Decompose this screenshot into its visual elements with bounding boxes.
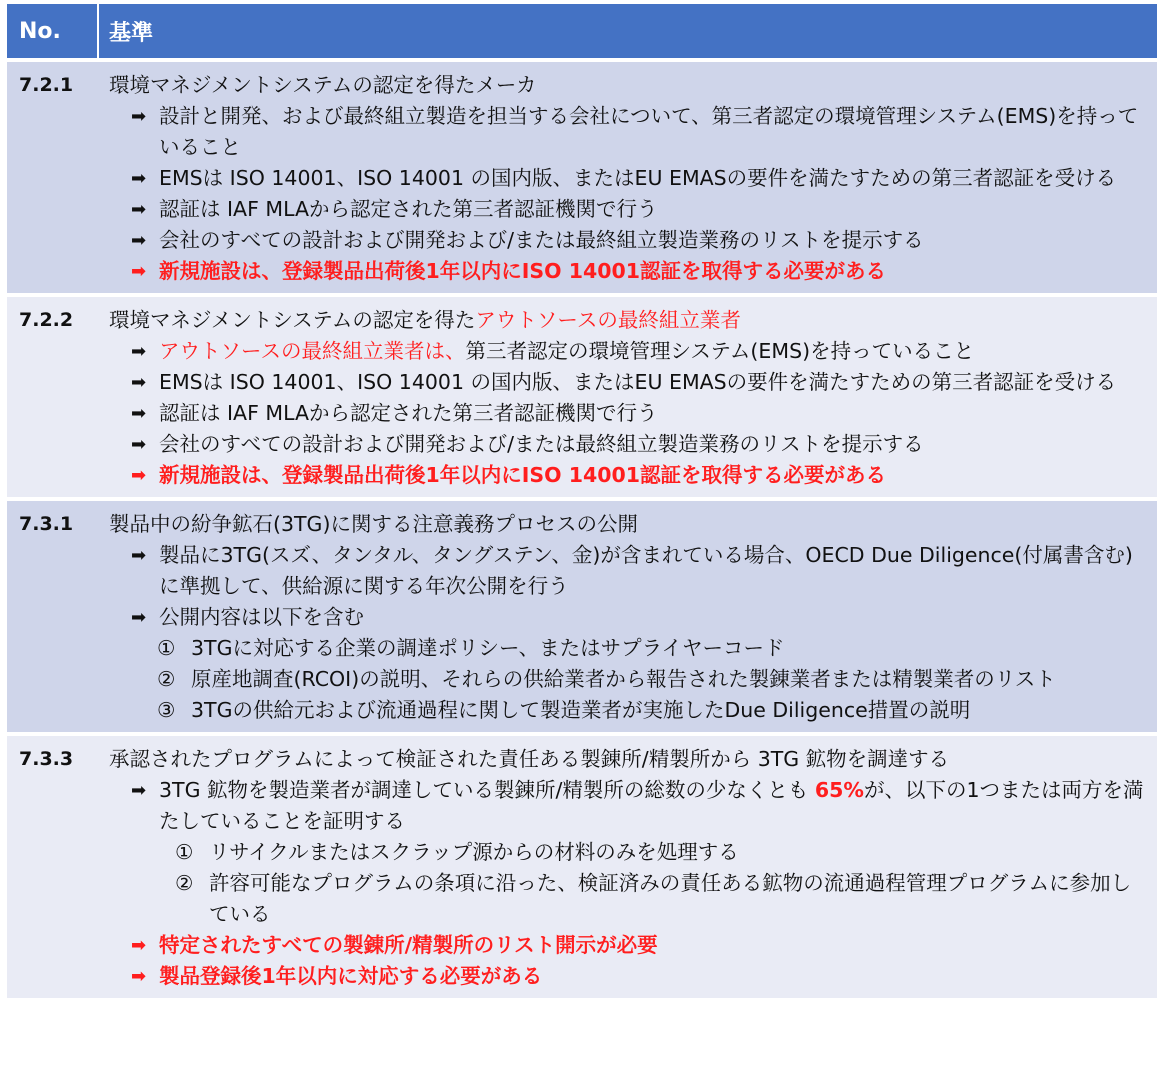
table-row [7, 501, 1157, 736]
criterion-title: 環境マネジメントシステムの認定を得たメーカ [109, 73, 537, 97]
list-item [109, 429, 1149, 460]
circled-number: ① [175, 840, 194, 864]
list-item [109, 163, 1149, 194]
list-item [109, 775, 1149, 837]
arrow-right-icon: ➡ [131, 372, 147, 393]
list-item [109, 194, 1149, 225]
list-item-text: EMSは ISO 14001、ISO 14001 の国内版、またはEU EMASの要件を満たすための第三者認証を受ける [159, 166, 1117, 190]
criterion-number: 7.2.2 [19, 309, 74, 331]
sub-item [109, 664, 1149, 695]
arrow-right-icon: ➡ [131, 230, 147, 251]
list-item-emphasis [109, 961, 1149, 992]
arrow-right-icon: ➡ [131, 465, 147, 486]
arrow-right-icon: ➡ [131, 199, 147, 220]
table-row [7, 736, 1157, 1002]
sub-item [109, 633, 1149, 664]
list-item-text: 製品登録後1年以内に対応する必要がある [159, 964, 543, 988]
percentage-highlight: 65% [814, 778, 864, 802]
list-item-text: 新規施設は、登録製品出荷後1年以内にISO 14001認証を取得する必要がある [159, 259, 887, 283]
criterion-title: 製品中の紛争鉱石(3TG)に関する注意義務プロセスの公開 [109, 512, 638, 536]
list-item-rest-text: 第三者認定の環境管理システム(EMS)を持っていること [465, 339, 975, 363]
table-header [7, 4, 1157, 58]
list-item-emphasis [109, 460, 1149, 491]
sub-item-text: 3TGに対応する企業の調達ポリシー、またはサプライヤーコード [191, 636, 785, 660]
list-item [109, 336, 1149, 367]
criterion-title [109, 305, 1149, 336]
criterion-content [99, 744, 1157, 992]
list-item-text: 新規施設は、登録製品出荷後1年以内にISO 14001認証を取得する必要がある [159, 463, 887, 487]
arrow-right-icon: ➡ [131, 168, 147, 189]
arrow-right-icon: ➡ [131, 341, 147, 362]
table-row [7, 62, 1157, 297]
arrow-right-icon: ➡ [131, 434, 147, 455]
circled-number: ③ [157, 698, 176, 722]
list-item-text: 公開内容は以下を含む [159, 605, 364, 629]
list-item-text: 認証は IAF MLAから認定された第三者認証機関で行う [159, 401, 658, 425]
arrow-right-icon: ➡ [131, 966, 147, 987]
arrow-right-icon: ➡ [131, 935, 147, 956]
sub-item-text: 許容可能なプログラムの条項に沿った、検証済みの責任ある鉱物の流通過程管理プログラムに参加している [209, 871, 1132, 926]
criterion-number: 7.3.3 [19, 748, 74, 770]
list-item-emphasis [109, 930, 1149, 961]
criterion-title-emphasis: アウトソースの最終組立業者 [475, 308, 741, 332]
list-item-text: 認証は IAF MLAから認定された第三者認証機関で行う [159, 197, 658, 221]
sub-item-text: 原産地調査(RCOI)の説明、それらの供給業者から報告された製錬業者または精製業者のリスト [191, 667, 1056, 691]
list-item [109, 225, 1149, 256]
header-no: No. [7, 4, 99, 58]
arrow-right-icon: ➡ [131, 545, 147, 566]
sub-item-text: リサイクルまたはスクラップ源からの材料のみを処理する [209, 840, 739, 864]
list-item-text-b: が、以下の1つまたは両方を満たしていることを証明する [159, 778, 1144, 833]
list-item-text: 会社のすべての設計および開発および/または最終組立製造業務のリストを提示する [159, 228, 924, 252]
criteria-table [7, 4, 1157, 1002]
criterion-title: 承認されたプログラムによって検証された責任ある製錬所/精製所から 3TG 鉱物を調達する [109, 747, 950, 771]
criterion-number: 7.3.1 [19, 513, 74, 535]
sub-item [109, 837, 1149, 868]
criterion-content [99, 305, 1157, 491]
list-item-text: 製品に3TG(スズ、タンタル、タングステン、金)が含まれている場合、OECD Due Diligence(付属書含む)に準拠して、供給源に関する年次公開を行う [159, 543, 1133, 598]
arrow-right-icon: ➡ [131, 403, 147, 424]
list-item [109, 398, 1149, 429]
list-item [109, 367, 1149, 398]
list-item-text: 特定されたすべての製錬所/精製所のリスト開示が必要 [159, 933, 658, 957]
list-item-text-a: 3TG 鉱物を製造業者が調達している製錬所/精製所の総数の少なくとも [159, 778, 815, 802]
arrow-right-icon: ➡ [131, 106, 147, 127]
list-item-emphasis [109, 256, 1149, 287]
list-item [109, 101, 1149, 163]
list-item-text: 会社のすべての設計および開発および/または最終組立製造業務のリストを提示する [159, 432, 924, 456]
criterion-content [99, 509, 1157, 726]
criterion-number: 7.2.1 [19, 74, 74, 96]
list-item [109, 602, 1149, 633]
arrow-right-icon: ➡ [131, 780, 147, 801]
table-row [7, 297, 1157, 501]
list-item-text: 設計と開発、および最終組立製造を担当する会社について、第三者認定の環境管理システム(EMS)を持っていること [159, 104, 1139, 159]
circled-number: ② [175, 871, 194, 895]
list-item [109, 540, 1149, 602]
criterion-content [99, 70, 1157, 287]
sub-item-text: 3TGの供給元および流通過程に関して製造業者が実施したDue Diligence措置の説明 [191, 698, 971, 722]
list-item-text [159, 336, 1149, 367]
list-item-text [159, 775, 1149, 837]
criterion-title-text: 環境マネジメントシステムの認定を得た [109, 308, 476, 332]
sub-item [109, 695, 1149, 726]
arrow-right-icon: ➡ [131, 607, 147, 628]
circled-number: ② [157, 667, 176, 691]
arrow-right-icon: ➡ [131, 261, 147, 282]
list-item-text: EMSは ISO 14001、ISO 14001 の国内版、またはEU EMASの要件を満たすための第三者認証を受ける [159, 370, 1117, 394]
header-criteria: 基準 [109, 20, 154, 46]
sub-item [109, 868, 1149, 930]
list-item-emphasis-text: アウトソースの最終組立業者は、 [159, 339, 466, 363]
circled-number: ① [157, 636, 176, 660]
